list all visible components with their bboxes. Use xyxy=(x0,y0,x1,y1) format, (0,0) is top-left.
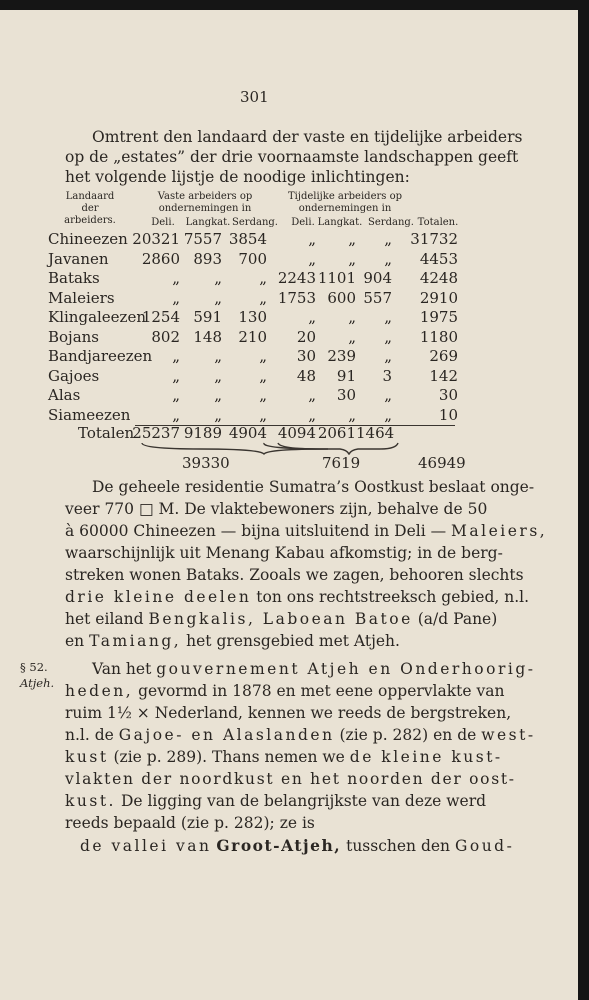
table-cell: „ xyxy=(308,405,316,424)
table-cell: „ xyxy=(214,405,222,424)
table-cell: „ xyxy=(259,405,267,424)
table-cell: „ xyxy=(308,386,316,404)
table-cell: 1975 xyxy=(419,308,458,326)
table-cell: 1254 xyxy=(141,308,180,326)
total-braces xyxy=(140,441,410,455)
p2-line-9 xyxy=(80,836,514,855)
table-cell: „ xyxy=(384,230,392,248)
header-tijdelijke: Tijdelijke arbeiders op xyxy=(287,191,403,202)
p2-line-2-text: gevormd in 1878 en met eene oppervlakte van xyxy=(138,682,505,700)
table-cell: 3854 xyxy=(228,230,267,248)
page-number: 301 xyxy=(240,88,269,106)
table-cell: „ xyxy=(384,386,392,404)
p1-line-5: streken wonen Bataks. Zooals we zagen, behooren slechts xyxy=(65,566,524,584)
row-label: Bojans xyxy=(48,327,100,346)
table-cell: 1180 xyxy=(419,327,458,346)
row-label: Javanen xyxy=(48,249,109,268)
table-cell: 600 xyxy=(327,288,356,307)
row-label: Chineezen xyxy=(48,230,128,248)
table-cell: 2860 xyxy=(141,249,180,268)
table-cell: „ xyxy=(384,327,392,346)
table-cell: 142 xyxy=(429,366,458,385)
header-arbeiders: arbeiders. xyxy=(64,215,116,226)
header-vaste-sub: ondernemingen in xyxy=(158,203,252,214)
p2-line-2 xyxy=(65,682,504,700)
p2-line-6: vlakten der noordkust en het noorden der oost- xyxy=(65,770,516,788)
p2-line-5 xyxy=(65,748,503,766)
table-cell: „ xyxy=(214,386,222,404)
table-cell: „ xyxy=(259,386,267,404)
grand-total: 46949 xyxy=(418,454,466,472)
table-cell: „ xyxy=(384,405,392,424)
total-vaste-deli: 25237 xyxy=(132,424,180,442)
table-cell: „ xyxy=(172,288,180,307)
table-cell: 7557 xyxy=(183,230,222,248)
table-cell: 1753 xyxy=(277,288,316,307)
p1-pane: (a/d Pane) xyxy=(417,610,498,628)
subheader-deli: Deli. xyxy=(151,217,175,228)
table-cell: „ xyxy=(348,230,356,248)
row-label: Siameezen xyxy=(48,405,131,424)
p2-heden: heden, xyxy=(65,682,134,700)
p1-line-2: veer 770 □ M. De vlaktebewoners zijn, behalve de 50 xyxy=(65,500,488,518)
table-cell: „ xyxy=(348,249,356,268)
table-cell: „ xyxy=(214,288,222,307)
table-cell: „ xyxy=(214,269,222,287)
row-label: Maleiers xyxy=(48,288,115,307)
p2-tusschen: tusschen den xyxy=(346,837,451,855)
row-label: Bandjareezen xyxy=(48,347,153,365)
table-cell: 148 xyxy=(193,327,222,346)
subheader-serdang-2: Serdang. xyxy=(368,217,414,228)
header-vaste: Vaste arbeiders op xyxy=(157,191,253,202)
table-cell: 700 xyxy=(238,249,267,268)
table-cell: 130 xyxy=(238,308,267,326)
p1-line-6 xyxy=(65,588,529,606)
p1-line-7 xyxy=(65,610,497,628)
total-vaste-langkat: 9189 xyxy=(183,424,222,442)
table-cell: 30 xyxy=(336,386,356,404)
table-cell: 30 xyxy=(296,347,316,365)
p2-line-7-text: De ligging van de belangrijkste van deze werd xyxy=(120,792,487,810)
table-cell: „ xyxy=(348,405,356,424)
p2-line-7 xyxy=(65,792,486,810)
p1-line-3-text: à 60000 Chineezen — bijna uitsluitend in Deli — xyxy=(65,522,447,540)
section-number: § 52. xyxy=(20,660,48,674)
table-cell: „ xyxy=(214,366,222,385)
section-title: Atjeh. xyxy=(20,676,55,690)
p1-line-3 xyxy=(65,522,547,540)
table-cell: „ xyxy=(259,366,267,385)
table-cell: 4453 xyxy=(419,249,458,268)
p2-line-4 xyxy=(65,726,536,744)
p2-nl-de: n.l. de xyxy=(65,726,114,744)
table-cell: „ xyxy=(308,230,316,248)
total-tijd-deli: 4094 xyxy=(277,424,316,442)
p1-en: en xyxy=(65,632,85,650)
intro-line-2: op de „estates” der drie voornaamste landschappen geeft xyxy=(65,148,519,166)
row-label: Alas xyxy=(48,386,81,404)
sum-tijdelijke: 7619 xyxy=(322,454,361,472)
p2-groot-atjeh: Groot-Atjeh, xyxy=(216,836,342,855)
p2-kleine-kust: de kleine kust- xyxy=(349,748,503,766)
p1-line-8-text: het grensgebied met Atjeh. xyxy=(186,632,400,650)
total-vaste-serdang: 4904 xyxy=(228,424,267,442)
p2-gajoe-alas: Gajoe- en Alaslanden xyxy=(118,726,335,744)
p1-drie-kleine-deelen: drie kleine deelen xyxy=(65,588,252,606)
subheader-langkat-2: Langkat. xyxy=(317,217,363,228)
table-cell: 48 xyxy=(296,366,316,385)
book-page xyxy=(0,10,578,1000)
subheader-serdang: Serdang. xyxy=(232,217,278,228)
subheader-totalen: Totalen. xyxy=(417,217,459,228)
sum-vaste: 39330 xyxy=(182,454,230,472)
table-cell: 10 xyxy=(438,405,458,424)
p2-line-4-text: (zie p. 282) en de xyxy=(339,726,477,744)
table-cell: „ xyxy=(384,249,392,268)
table-cell: „ xyxy=(172,386,180,404)
header-landaard: Landaard xyxy=(65,191,115,202)
p2-line-1 xyxy=(92,660,535,678)
table-cell: 557 xyxy=(363,288,392,307)
p1-bengkalis: Bengkalis, Laboean Batoe xyxy=(148,610,413,628)
table-cell: 1101 xyxy=(317,269,356,287)
table-cell: 904 xyxy=(363,269,392,287)
row-label: Gajoes xyxy=(48,366,100,385)
p1-het-eiland: het eiland xyxy=(65,610,144,628)
total-tijd-serdang: 1464 xyxy=(356,424,395,442)
table-cell: „ xyxy=(214,347,222,365)
table-cell: 3 xyxy=(382,366,392,385)
table-cell: 239 xyxy=(327,347,356,365)
table-cell: „ xyxy=(384,308,392,326)
row-label: Klingaleezen xyxy=(48,308,146,326)
table-cell: 591 xyxy=(193,308,222,326)
p2-vallei: de vallei van xyxy=(80,837,212,855)
row-label: Bataks xyxy=(48,269,100,287)
table-cell: „ xyxy=(384,347,392,365)
table-cell: 802 xyxy=(151,327,180,346)
table-cell: „ xyxy=(259,288,267,307)
brace-tijdelijke xyxy=(278,443,398,454)
p2-kust: kust xyxy=(65,748,109,766)
table-cell: 210 xyxy=(238,327,267,346)
table-cell: 893 xyxy=(193,249,222,268)
p2-van-het: Van het xyxy=(92,660,152,678)
table-cell: 2910 xyxy=(419,288,458,307)
p2-kust-2: kust. xyxy=(65,792,116,810)
total-tijd-langkat: 2061 xyxy=(317,424,356,442)
table-cell: „ xyxy=(172,269,180,287)
p2-line-5-text: (zie p. 289). Thans nemen we xyxy=(113,748,345,766)
p2-west: west- xyxy=(481,726,536,744)
totals-label: Totalen xyxy=(78,424,135,442)
subheader-langkat: Langkat. xyxy=(185,217,231,228)
table-cell: 2243 xyxy=(277,269,316,287)
table-cell: 20321 xyxy=(132,230,180,248)
p1-line-8 xyxy=(65,632,400,650)
intro-line-1: Omtrent den landaard der vaste en tijdelijke arbeiders xyxy=(92,128,523,146)
table-cell: 91 xyxy=(336,366,356,385)
table-cell: „ xyxy=(348,308,356,326)
table-cell: „ xyxy=(308,249,316,268)
p1-line-4: waarschijnlijk uit Menang Kabau afkomstig; in de berg- xyxy=(65,544,503,562)
table-cell: 31732 xyxy=(410,230,458,248)
table-cell: 20 xyxy=(296,327,316,346)
table-cell: „ xyxy=(259,269,267,287)
p1-line-1: De geheele residentie Sumatra’s Oostkust beslaat onge- xyxy=(92,478,535,496)
table-cell: „ xyxy=(172,405,180,424)
p1-tamiang: Tamiang, xyxy=(89,632,182,650)
p1-maleiers: Maleiers, xyxy=(451,522,548,540)
header-tijdelijke-sub: ondernemingen in xyxy=(298,203,392,214)
p2-line-3: ruim 1½ × Nederland, kennen we reeds de bergstreken, xyxy=(65,704,512,722)
table-cell: „ xyxy=(172,347,180,365)
subheader-deli-2: Deli. xyxy=(291,217,315,228)
p1-line-6-text: ton ons rechtstreeksch gebied, n.l. xyxy=(256,588,530,606)
p2-gouvernement: gouvernement Atjeh en Onderhoorig- xyxy=(156,660,536,678)
table-cell: 4248 xyxy=(419,269,458,287)
table-cell: 30 xyxy=(438,386,458,404)
table-cell: „ xyxy=(308,308,316,326)
header-der: der xyxy=(81,203,99,214)
table-cell: 269 xyxy=(429,347,458,365)
p2-line-8: reeds bepaald (zie p. 282); ze is xyxy=(65,814,315,832)
table-cell: „ xyxy=(348,327,356,346)
table-cell: „ xyxy=(172,366,180,385)
p2-goud: Goud- xyxy=(454,837,515,855)
intro-line-3: het volgende lijstje de noodige inlichtingen: xyxy=(65,168,410,186)
table-cell: „ xyxy=(259,347,267,365)
